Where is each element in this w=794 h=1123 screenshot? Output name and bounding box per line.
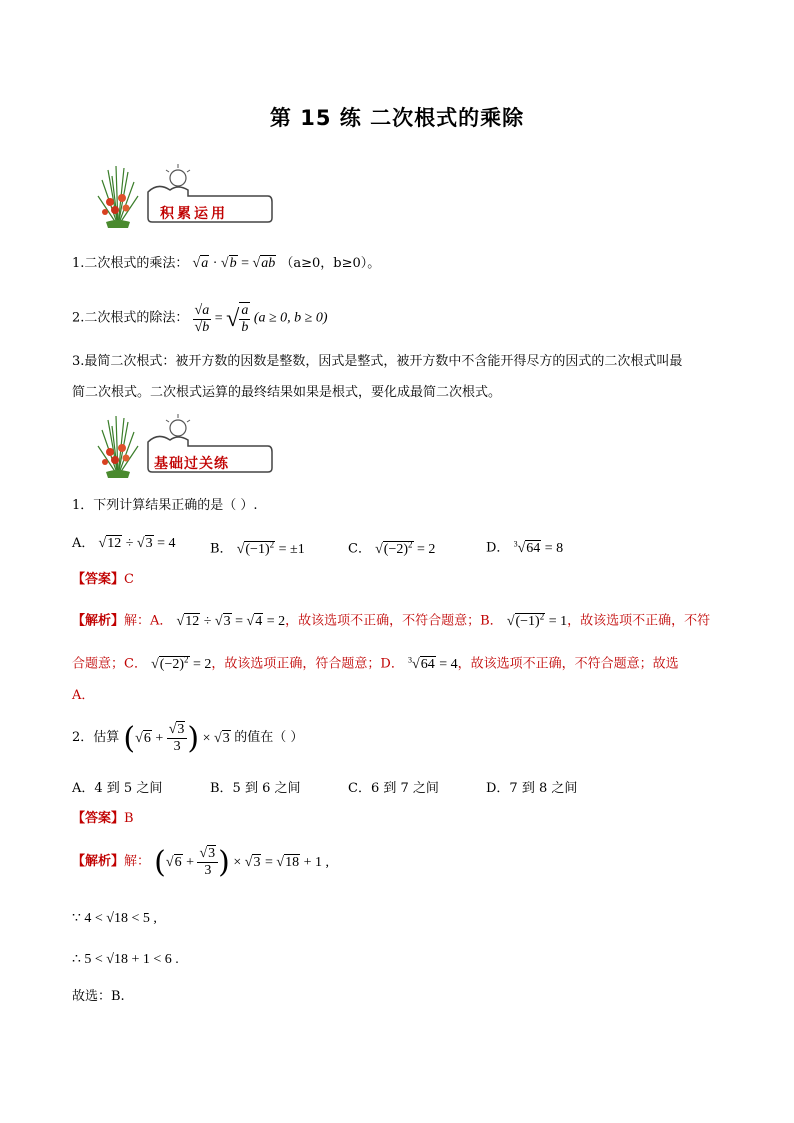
rule-simplest-line2: 简二次根式。二次根式运算的最终结果如果是根式，要化成最简二次根式。: [72, 385, 502, 400]
question-1-answer: [72, 571, 134, 589]
question-2-step-3: ∴ 5 < √18 + 1 < 6 .: [72, 952, 179, 967]
answer-value: C: [124, 572, 134, 587]
question-text: 2．估算: [72, 730, 120, 746]
answer-label: 【答案】: [72, 811, 125, 826]
answer-value: B: [124, 811, 134, 826]
question-1-analysis-line2: 合题意；C． $√(-2)^2 = 2$，故该选项正确，符合题意；D． $^3$√64 = 4，故该选项不正确，不符合题意；故选: [72, 654, 679, 672]
question-text: 的值在（ ）: [234, 730, 304, 746]
question-1-option-a: A． √12 ÷ √3 = 4: [72, 536, 176, 551]
rule-division: [72, 302, 328, 336]
page-title: 第 15 练 二次根式的乘除: [269, 106, 525, 130]
rule-text: 1.二次根式的乘法：: [72, 256, 189, 271]
section-label: 基础过关练: [154, 456, 229, 472]
option-letter: C．: [348, 541, 371, 557]
option-letter: A．: [72, 536, 95, 551]
option-letter: D．: [486, 540, 510, 556]
question-2-stem: [72, 722, 303, 755]
question-2-step-2: ∵ 4 < √18 < 5 ,: [72, 911, 157, 926]
question-1-analysis-line3: A．: [72, 688, 95, 703]
question-2-answer: [72, 810, 134, 828]
section-banner-accumulate: [88, 160, 288, 230]
question-2-option-a: A．4 到 5 之间: [72, 781, 163, 796]
formula-division: $\frac{√a}{√b}$ = √ $\frac{a}{b}$: [194, 302, 249, 335]
question-1-analysis-line1: 【解析】解：A． √12 ÷ √3 = √4 = 2，故该选项不正确，不符合题意；B． $√(-1)^2 = 1$，故该选项不正确，不符: [72, 611, 711, 629]
analysis-text: 解：: [124, 854, 151, 870]
question-2-option-b: B．5 到 6 之间: [210, 781, 301, 796]
analysis-text: 合题意；C．: [72, 656, 147, 672]
analysis-text: ，故该选项正确，符合题意；D．: [211, 656, 404, 672]
question-2-conclusion: 故选：B.: [72, 989, 125, 1004]
option-letter: B．: [210, 541, 233, 557]
answer-label: 【答案】: [72, 572, 125, 587]
rule-multiplication: [72, 255, 380, 273]
question-2-option-c: C．6 到 7 之间: [348, 781, 439, 796]
analysis-label: 【解析】: [72, 854, 125, 870]
analysis-text: 解：A．: [124, 613, 173, 629]
question-2-expression: (√6 + $\frac{√3}{3}$ ) × √3: [123, 720, 230, 756]
question-1-stem: 1．下列计算结果正确的是（ ）.: [72, 498, 258, 513]
analysis-text: ，故该选项不正确，不符: [567, 613, 711, 629]
rule-simplest-line1: 3.最简二次根式：被开方数的因数是整数，因式是整式，被开方数中不含能开得尽方的因式的二次根式叫最: [72, 354, 683, 369]
section-banner-basic: [88, 410, 288, 480]
question-1-option-b: B． $√(-1)^2 = \pm 1$: [210, 539, 305, 557]
question-1-option-d: D． $^3$√64 = 8: [486, 539, 564, 556]
formula-multiplication: √a · √b = √ab: [192, 256, 276, 271]
analysis-text: ，故该选项不正确，不符合题意；B．: [285, 613, 503, 629]
analysis-label: 【解析】: [72, 613, 125, 629]
rule-text: 2.二次根式的除法：: [72, 310, 189, 326]
section-label: 积累运用: [160, 206, 228, 222]
rule-condition: (a ≥ 0, b ≥ 0): [253, 310, 328, 326]
question-1-option-c: C． $√(-2)^2 = 2$: [348, 539, 436, 557]
rule-condition: （a≥0，b≥0）。: [280, 256, 381, 271]
question-2-option-d: D．7 到 8 之间: [486, 781, 578, 796]
analysis-text: ，故该选项不正确，不符合题意；故选: [457, 656, 679, 672]
question-2-analysis-line1: 【解析】解： (√6 + $\frac{√3}{3}$ ) × √3 = √18 + 1 ,: [72, 844, 329, 880]
